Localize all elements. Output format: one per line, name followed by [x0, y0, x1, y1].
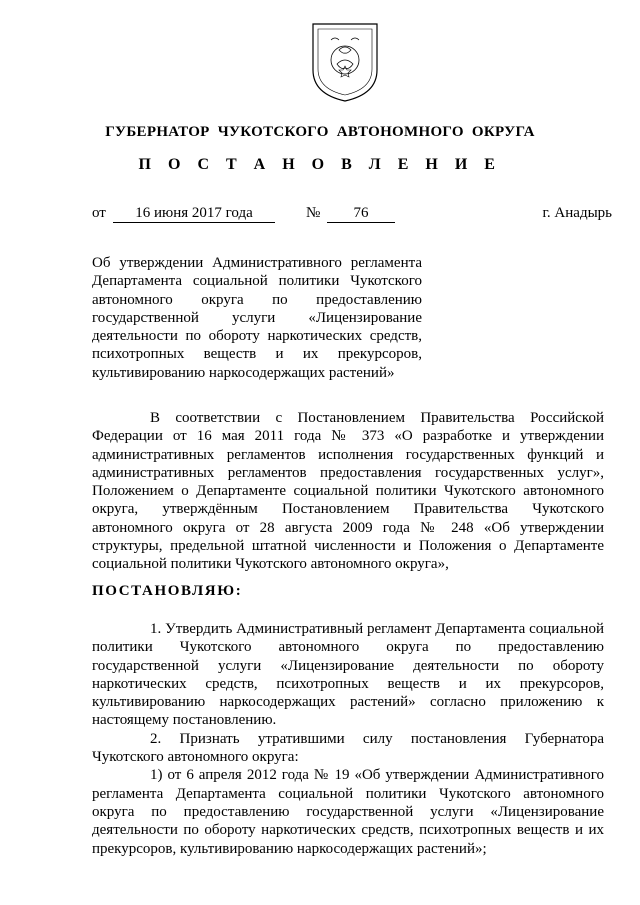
clause-line: 1) от 6 апреля 2012 года № 19 «Об утверждении Административного: [150, 767, 604, 784]
document-city: г. Анадырь: [542, 205, 612, 221]
decree-heading: ПОСТАНОВЛЯЮ:: [92, 583, 243, 599]
clause-line: культивированию наркосодержащих растений» согласно приложению к: [92, 694, 604, 711]
clause-line: 2. Признать утратившими силу постановления Губернатора: [150, 730, 604, 747]
document-type-title: П О С Т А Н О В Л Е Н И Е: [138, 156, 502, 173]
subject-line: психотропных веществ и их прекурсоров,: [92, 346, 422, 363]
document-number: 76: [327, 204, 395, 223]
document-subject: [92, 254, 422, 382]
subject-line: Департамента социальной политики Чукотского: [92, 273, 422, 290]
subject-line: Об утверждении Административного регламента: [92, 255, 422, 271]
preamble-line: автономного округа от 28 августа 2009 года № 248 «Об утверждении: [92, 519, 604, 536]
document-date: 16 июня 2017 года: [113, 204, 275, 223]
coat-of-arms-icon: [309, 20, 381, 104]
clause-line: прекурсоров, культивированию наркосодержащих растений»;: [92, 840, 487, 857]
preamble-line: В соответствии с Постановлением Правительства Российской: [150, 410, 604, 426]
number-sign: №: [306, 205, 321, 221]
date-prefix: от: [92, 205, 106, 221]
subject-line: культивированию наркосодержащих растений»: [92, 364, 395, 381]
clause-line: государственной услуги «Лицензирование деятельности по обороту: [92, 657, 604, 674]
clauses-section: [92, 620, 604, 858]
subject-line: деятельности по обороту наркотических средств,: [92, 328, 422, 345]
preamble-line: административных регламентов предоставления государственных услуг»,: [92, 464, 604, 481]
governor-title: ГУБЕРНАТОР ЧУКОТСКОГО АВТОНОМНОГО ОКРУГА: [105, 124, 535, 140]
preamble-line: округа, утверждённым Постановлением Правительства Чукотского: [92, 501, 604, 518]
clause-line: деятельности по обороту наркотических средств, психотропных веществ и их: [92, 822, 604, 839]
preamble-paragraph: [92, 409, 604, 574]
clause-line: настоящему постановлению.: [92, 712, 277, 729]
preamble-line: социальной политики Чукотского автономного округа»,: [92, 556, 449, 573]
subject-line: автономного округа по предоставлению: [92, 291, 422, 308]
clause-line: округа по предоставлению государственной услуги «Лицензирование: [92, 803, 604, 820]
subject-line: государственной услуги «Лицензирование: [92, 309, 422, 326]
clause-line: Чукотского автономного округа:: [92, 749, 299, 766]
clause-line: политики Чукотского автономного округа по предоставлению: [92, 639, 604, 656]
preamble-line: административных регламентов исполнения государственных функций и: [92, 446, 604, 463]
preamble-line: Положением о Департаменте социальной политики Чукотского автономного: [92, 483, 604, 500]
preamble-line: структуры, предельной штатной численности и Положения о Департаменте: [92, 538, 604, 555]
clause-line: наркотических средств, психотропных веществ и их прекурсоров,: [92, 675, 604, 692]
clause-line: 1. Утвердить Административный регламент Департамента социальной: [150, 621, 604, 637]
preamble-line: Федерации от 16 мая 2011 года № 373 «О разработке и утверждении: [92, 428, 604, 445]
clause-line: регламента Департамента социальной политики Чукотского автономного: [92, 785, 604, 802]
